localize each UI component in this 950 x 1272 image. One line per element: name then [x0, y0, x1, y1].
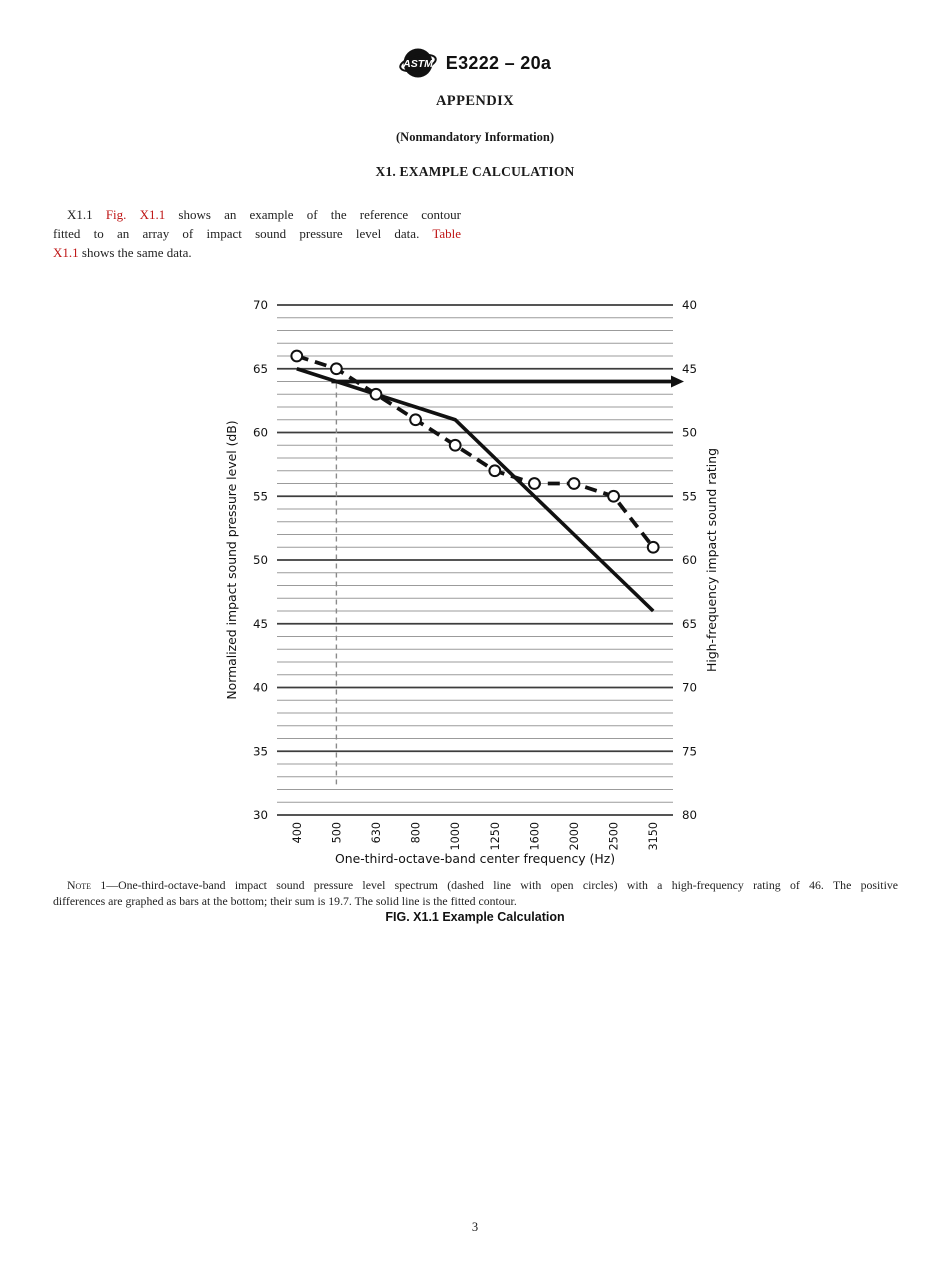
figure-caption: FIG. X1.1 Example Calculation [385, 910, 565, 924]
ytick-right-50: 50 [682, 425, 698, 440]
xtick-1600hz: 1600 [528, 822, 542, 851]
ytick-right-60: 60 [682, 553, 698, 568]
spectrum-point-3150hz [648, 542, 659, 553]
note-line-2: differences are graphed as bars at the bottom; their sum is 19.7. The solid line is the fitted contour. [53, 893, 517, 908]
ytick-right-40: 40 [682, 298, 698, 313]
ytick-left-45: 45 [252, 616, 268, 631]
ytick-left-60: 60 [252, 425, 268, 440]
table-x11-link-cont[interactable]: X1.1 [53, 245, 79, 260]
xtick-800hz: 800 [409, 822, 423, 844]
xtick-3150hz: 3150 [647, 822, 661, 851]
note-label: Note [67, 878, 92, 892]
xtick-1250hz: 1250 [488, 822, 502, 851]
ytick-left-65: 65 [252, 361, 268, 376]
chart-svg [210, 295, 760, 880]
rating-arrow-head [671, 376, 684, 388]
section-heading: X1. EXAMPLE CALCULATION [375, 164, 575, 179]
intro-text: shows an example of the reference contour [165, 207, 461, 222]
ytick-right-45: 45 [682, 361, 698, 376]
xtick-2500hz: 2500 [607, 822, 621, 851]
svg-text:ASTM: ASTM [402, 58, 433, 70]
spectrum-point-2000hz [569, 478, 580, 489]
table-x11-link[interactable]: Table [432, 226, 461, 241]
figure-x11-chart [210, 295, 760, 880]
spectrum-point-500hz [331, 363, 342, 374]
spectrum-point-1000hz [450, 440, 461, 451]
note-line-1 [53, 878, 898, 894]
spectrum-point-630hz [371, 389, 382, 400]
ytick-left-40: 40 [252, 680, 268, 695]
ytick-left-55: 55 [252, 489, 268, 504]
ytick-right-55: 55 [682, 489, 698, 504]
note-text: 1—One-third-octave-band impact sound pressure level spectrum (dashed line with open circles) with a high-frequency rating of 46. The positive [91, 878, 898, 892]
xtick-1000hz: 1000 [449, 822, 463, 851]
intro-paragraph [53, 205, 461, 262]
page-number: 3 [471, 1220, 479, 1234]
nonmandatory-heading: (Nonmandatory Information) [396, 130, 554, 144]
y-axis-left-title: Normalized impact sound pressure level (dB) [224, 420, 239, 700]
xtick-400hz: 400 [290, 822, 304, 844]
intro-line-3 [53, 243, 461, 262]
ytick-left-70: 70 [252, 298, 268, 313]
ytick-left-50: 50 [252, 553, 268, 568]
x-axis-title: One-third-octave-band center frequency (Hz) [334, 851, 616, 866]
document-code: E3222 – 20a [445, 52, 552, 73]
spectrum-point-800hz [410, 414, 421, 425]
intro-line-1 [53, 205, 461, 224]
xtick-630hz: 630 [370, 822, 383, 844]
xtick-2000hz: 2000 [568, 822, 581, 851]
ytick-right-75: 75 [682, 744, 698, 759]
ytick-right-70: 70 [682, 680, 698, 695]
intro-line-2 [53, 224, 461, 243]
spectrum-point-400hz [291, 351, 302, 362]
spectrum-point-1600hz [529, 478, 540, 489]
xtick-500hz: 500 [330, 822, 344, 844]
figure-note [53, 878, 898, 909]
appendix-heading: APPENDIX [435, 93, 515, 109]
ytick-left-35: 35 [252, 744, 268, 759]
fig-x11-link[interactable]: Fig. X1.1 [105, 207, 166, 222]
spectrum-point-1250hz [489, 465, 500, 476]
spectrum-point-2500hz [608, 491, 619, 502]
document-header [0, 44, 950, 82]
ytick-right-80: 80 [682, 808, 698, 823]
intro-text: shows the same data. [78, 245, 192, 260]
y-axis-right-title: High-frequency impact sound rating [704, 448, 719, 672]
intro-text: X1.1 [67, 207, 106, 222]
fitted-contour-line [297, 369, 653, 611]
astm-logo [399, 44, 437, 82]
ytick-left-30: 30 [252, 808, 268, 823]
intro-text: fitted to an array of impact sound pressure level data. [53, 226, 433, 241]
ytick-right-65: 65 [682, 616, 698, 631]
